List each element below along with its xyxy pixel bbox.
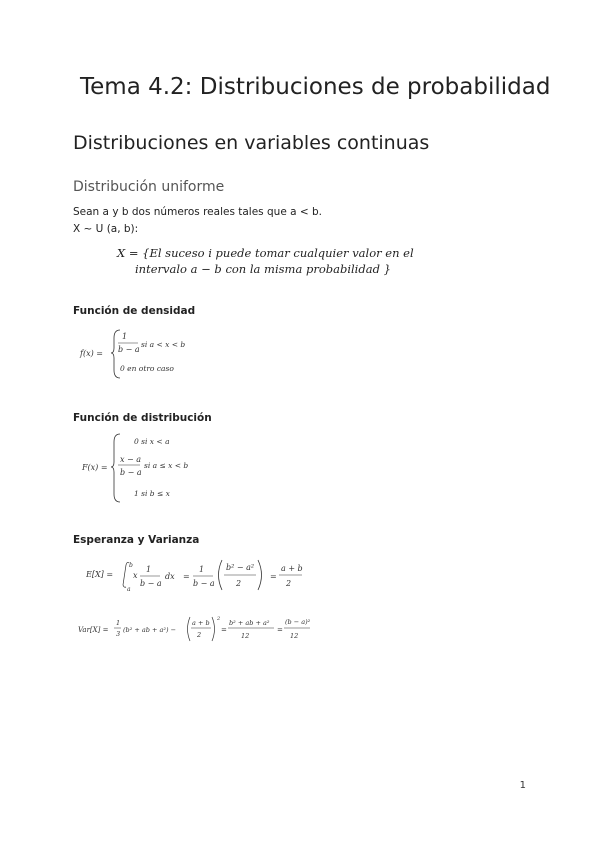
moments-heading: Esperanza y Varianza	[73, 534, 200, 546]
expectation-formula	[86, 557, 316, 593]
definition-line-2: intervalo a − b con la misma probabilidad }	[135, 262, 391, 276]
distribution-case2-condition: si a ≤ x < b	[144, 461, 189, 470]
distribution-brace	[111, 434, 120, 502]
density-brace	[111, 330, 120, 378]
density-case2: 0 en otro caso	[120, 364, 174, 373]
page-title: Tema 4.2: Distribuciones de probabilidad	[80, 74, 551, 100]
integral-upper: b	[129, 562, 133, 569]
expectation-right-paren	[258, 560, 262, 590]
density-numerator: 1	[122, 332, 128, 341]
variance-paren-num: a + b	[192, 619, 210, 627]
definition-line-1: X = {El suceso i puede tomar cualquier valor en el	[117, 246, 414, 260]
integrand-x: x	[133, 571, 138, 580]
distribution-denominator: b − a	[120, 468, 142, 477]
density-heading: Función de densidad	[73, 305, 196, 317]
intro-line-1: Sean a y b dos números reales tales que a < b.	[73, 206, 323, 218]
expectation-paren-den: 2	[236, 579, 242, 588]
variance-frac-den: 3	[116, 630, 121, 638]
page-number: 1	[519, 780, 526, 791]
expectation-left-paren	[219, 560, 223, 590]
integral-lower: a	[127, 586, 131, 593]
section-heading: Distribuciones en variables continuas	[73, 132, 430, 154]
variance-formula	[78, 612, 314, 644]
expectation-lhs: E[X] =	[86, 570, 114, 579]
variance-frac2-den: 12	[241, 632, 250, 640]
variance-right-paren	[212, 617, 215, 641]
expectation-dx: dx	[165, 572, 175, 581]
density-case1-condition: si a < x < b	[141, 340, 186, 349]
variance-lhs: Var[X] =	[78, 626, 109, 634]
expectation-frac2-den: b − a	[193, 579, 215, 588]
expectation-eq3: =	[270, 572, 277, 581]
variance-result-den: 12	[290, 632, 299, 640]
variance-result-num: (b − a)²	[285, 618, 311, 626]
variance-poly: (b² + ab + a²) −	[123, 626, 177, 634]
density-lhs: f(x) =	[80, 349, 103, 358]
variance-left-paren	[188, 617, 191, 641]
distribution-formula	[80, 432, 230, 504]
expectation-result-num: a + b	[281, 564, 303, 573]
variance-eq2: =	[277, 626, 283, 634]
expectation-frac1-num: 1	[146, 565, 152, 574]
density-denominator: b − a	[118, 345, 140, 354]
distribution-case1: 0 si x < a	[134, 437, 170, 446]
density-formula	[78, 326, 228, 380]
expectation-result-den: 2	[286, 579, 292, 588]
expectation-frac2-num: 1	[199, 565, 205, 574]
variance-frac2-num: b² + ab + a²	[229, 619, 270, 627]
distribution-lhs: F(x) =	[82, 463, 108, 472]
variance-eq: =	[221, 626, 227, 634]
variance-paren-den: 2	[197, 631, 202, 639]
expectation-paren-num: b² − a²	[226, 563, 255, 572]
distribution-case3: 1 si b ≤ x	[134, 489, 170, 498]
distribution-numerator: x − a	[120, 455, 142, 464]
expectation-frac1-den: b − a	[140, 579, 162, 588]
expectation-eq2: =	[183, 572, 190, 581]
variance-frac-num: 1	[116, 619, 121, 627]
distribution-heading: Función de distribución	[73, 412, 212, 424]
variance-square: 2	[217, 616, 221, 622]
subsection-heading: Distribución uniforme	[73, 179, 225, 195]
intro-line-2: X ~ U (a, b):	[73, 223, 139, 235]
